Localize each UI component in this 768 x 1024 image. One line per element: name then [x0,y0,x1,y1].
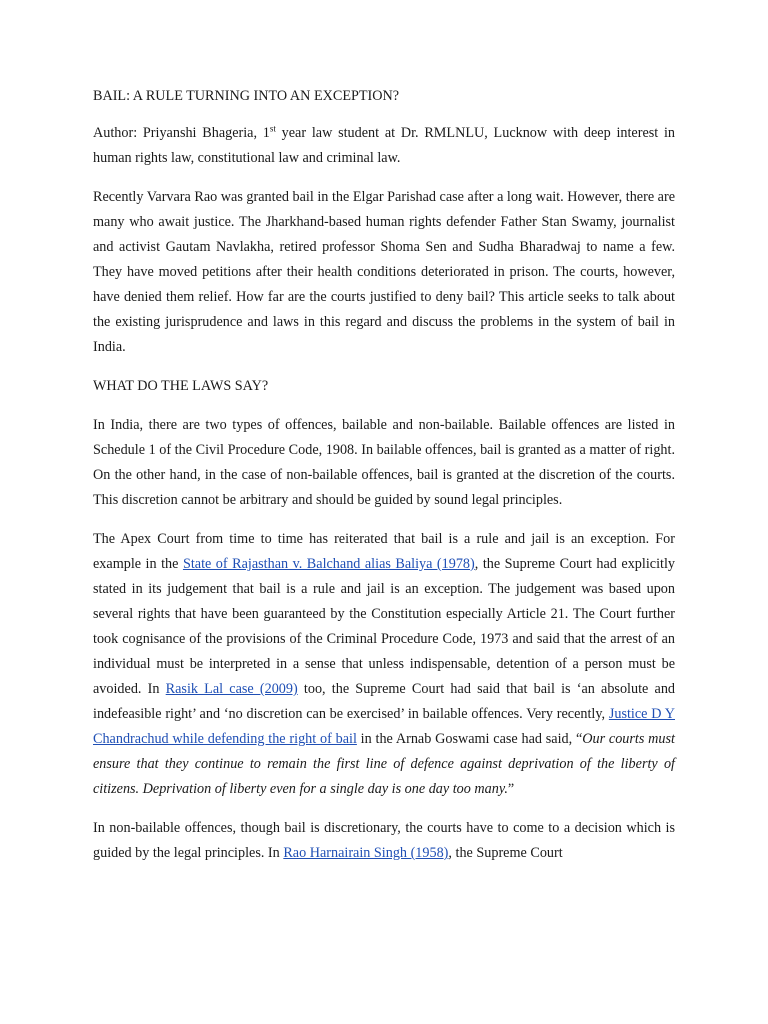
author-prefix: Author: Priyanshi Bhageria, 1 [93,125,270,141]
paragraph-text: The Apex Court from time to time has reiterated that bail is a rule and jail is an exception. For example in the [93,531,675,572]
laws-paragraph: In India, there are two types of offences, bailable and non-bailable. Bailable offences are listed in Schedule 1 of the Civil Procedure Code, 1908. In bailable offences, bail is granted as a matter of right. On the other hand, in the case of non-bailable offences, bail is granted at the discretion of the courts. This discretion cannot be arbitrary and should be guided by sound legal principles. [93,417,675,508]
intro-paragraph: Recently Varvara Rao was granted bail in the Elgar Parishad case after a long wait. However, there are many who await justice. The Jharkhand-based human rights defender Father Stan Swamy, journalist and activist Gautam Navlakha, retired professor Shoma Sen and Sudha Bharadwaj to name a few. They have moved petitions after their health conditions deteriorated in prison. The courts, however, have denied them relief. How far are the courts justified to deny bail? This article seeks to talk about the existing jurisprudence and laws in this regard and discuss the problems in the system of bail in India. [93,189,675,355]
harnairain-singh-link[interactable]: Rao Harnairain Singh (1958) [283,845,449,861]
author-suffix: year law student at Dr. RMLNLU, Lucknow with deep interest in human rights law, constitutional law and criminal law. [93,125,676,166]
paragraph-text: , the Supreme Court had explicitly stated in its judgement that bail is a rule and jail is an exception. The judgement was based upon several rights that have been guaranteed by the Constitution especially Article 21. The Court further took cognisance of the provisions of the Criminal Procedure Code, 1973 and said that the arrest of an individual must be interpreted in a sense that unless indispensable, detention of a person must be avoided. In [93,556,675,697]
author-superscript: st [269,123,276,134]
rasik-lal-case-link[interactable]: Rasik Lal case (2009) [165,681,298,697]
paragraph-text: in the Arnab Goswami case had said, “ [356,731,583,747]
paragraph-text: , the Supreme Court [448,845,563,861]
title-text: BAIL: A RULE TURNING INTO AN EXCEPTION? [93,88,400,104]
section-heading: WHAT DO THE LAWS SAY? [93,378,269,394]
non-bailable-paragraph [93,816,675,866]
apex-court-paragraph [93,527,675,802]
paragraph-text: ” [507,781,515,797]
chandrachud-link[interactable]: Justice D Y Chandrachud while defending the right of bail [93,706,675,747]
paragraph-text: too, the Supreme Court had said that bail is ‘an absolute and indefeasible right’ and ‘no discretion can be exercised’ in bailable offences. Very recently, [93,681,676,722]
author-line [93,121,675,171]
chandrachud-quote: Our courts must ensure that they continue to remain the first line of defence against deprivation of the liberty of citizens. Deprivation of liberty even for a single day is one day too many. [93,731,675,797]
balchand-case-link[interactable]: State of Rajasthan v. Balchand alias Baliya (1978) [182,556,475,572]
document-title [93,84,675,109]
paragraph-text: In non-bailable offences, though bail is discretionary, the courts have to come to a decision which is guided by the legal principles. In [93,820,675,861]
